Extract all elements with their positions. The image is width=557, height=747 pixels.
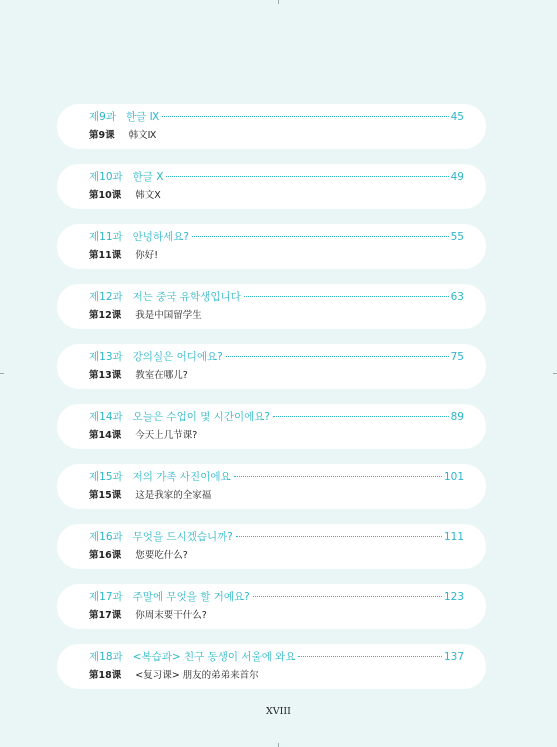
dot-leader [298, 656, 441, 657]
lesson-number-cn: 第15课 [89, 490, 122, 501]
toc-chinese-line [89, 130, 464, 142]
toc-chinese-line [89, 430, 464, 442]
toc-korean-line [89, 290, 464, 304]
lesson-number-cn: 第9课 [89, 130, 115, 141]
lesson-title-ko: 저는 중국 유학생입니다 [132, 291, 241, 303]
lesson-title-cn: 您要吃什么? [135, 550, 188, 561]
crop-mark-bottom [278, 743, 279, 747]
lesson-number-cn: 第13课 [89, 370, 122, 381]
toc-entry-lesson-15[interactable] [57, 464, 486, 509]
toc-chinese-line [89, 490, 464, 502]
lesson-title-ko: 한글 Ⅸ [125, 111, 160, 123]
lesson-number-ko: 제10과 [89, 171, 123, 183]
toc-entry-lesson-18[interactable] [57, 644, 486, 689]
lesson-number-cn: 第12课 [89, 310, 122, 321]
lesson-title-ko: 저의 가족 사진이에요 [132, 471, 231, 483]
toc-chinese-line [89, 610, 464, 622]
dot-leader [253, 596, 442, 597]
page-folio: XVIII [266, 706, 291, 717]
page-number: 75 [450, 351, 464, 363]
lesson-number-ko: 제18과 [89, 651, 123, 663]
toc-entry-lesson-10[interactable] [57, 164, 486, 209]
dot-leader [273, 416, 449, 417]
page-number: 137 [443, 651, 464, 663]
toc-korean-line [89, 410, 464, 424]
lesson-number-cn: 第11课 [89, 250, 122, 261]
table-of-contents [57, 104, 486, 704]
toc-chinese-line [89, 670, 464, 682]
lesson-number-ko: 제13과 [89, 351, 123, 363]
lesson-title-cn: 这是我家的全家福 [135, 490, 212, 501]
lesson-number-cn: 第14课 [89, 430, 122, 441]
lesson-title-ko: 안녕하세요? [132, 231, 189, 243]
lesson-title-cn: 韩文Ⅹ [135, 190, 161, 201]
dot-leader [234, 476, 442, 477]
toc-entry-lesson-17[interactable] [57, 584, 486, 629]
dot-leader [226, 356, 449, 357]
lesson-number-cn: 第18课 [89, 670, 122, 681]
toc-entry-lesson-16[interactable] [57, 524, 486, 569]
toc-chinese-line [89, 190, 464, 202]
page-number: 123 [443, 591, 464, 603]
lesson-number-ko: 제17과 [89, 591, 123, 603]
page-number: 55 [450, 231, 464, 243]
toc-korean-line [89, 470, 464, 484]
dot-leader [236, 536, 442, 537]
toc-entry-lesson-14[interactable] [57, 404, 486, 449]
lesson-number-ko: 제14과 [89, 411, 123, 423]
lesson-title-ko: 주말에 무엇을 할 거예요? [132, 591, 250, 603]
dot-leader [162, 116, 448, 117]
toc-chinese-line [89, 250, 464, 262]
toc-entry-lesson-9[interactable] [57, 104, 486, 149]
toc-korean-line [89, 530, 464, 544]
toc-chinese-line [89, 550, 464, 562]
lesson-title-cn: <复习课> 朋友的弟弟来首尔 [135, 670, 259, 681]
lesson-title-ko: 오늘은 수업이 몇 시간이에요? [132, 411, 270, 423]
lesson-title-cn: 今天上几节课? [135, 430, 198, 441]
dot-leader [192, 236, 449, 237]
lesson-title-ko: 한글 Ⅹ [132, 171, 164, 183]
lesson-title-cn: 我是中国留学生 [135, 310, 202, 321]
page-number: 49 [450, 171, 464, 183]
page-number: 63 [450, 291, 464, 303]
toc-korean-line [89, 650, 464, 664]
lesson-number-cn: 第17课 [89, 610, 122, 621]
lesson-number-ko: 제16과 [89, 531, 123, 543]
lesson-number-ko: 제11과 [89, 231, 123, 243]
toc-korean-line [89, 230, 464, 244]
page-number: 45 [450, 111, 464, 123]
lesson-number-ko: 제12과 [89, 291, 123, 303]
lesson-title-cn: 你周末要干什么? [135, 610, 207, 621]
toc-entry-lesson-11[interactable] [57, 224, 486, 269]
dot-leader [166, 176, 448, 177]
lesson-title-cn: 韩文Ⅸ [128, 130, 157, 141]
toc-chinese-line [89, 310, 464, 322]
lesson-title-cn: 教室在哪儿? [135, 370, 188, 381]
toc-entry-lesson-13[interactable] [57, 344, 486, 389]
lesson-number-ko: 제9과 [89, 111, 116, 123]
toc-korean-line [89, 110, 464, 124]
lesson-title-ko: 강의실은 어디에요? [132, 351, 223, 363]
toc-korean-line [89, 170, 464, 184]
page-number: 101 [443, 471, 464, 483]
lesson-number-ko: 제15과 [89, 471, 123, 483]
page-number: 89 [450, 411, 464, 423]
toc-korean-line [89, 590, 464, 604]
lesson-number-cn: 第16课 [89, 550, 122, 561]
crop-mark-top [278, 0, 279, 4]
crop-mark-left [0, 373, 4, 374]
toc-entry-lesson-12[interactable] [57, 284, 486, 329]
lesson-title-ko: <복습과> 친구 동생이 서울에 와요 [132, 651, 296, 663]
lesson-number-cn: 第10课 [89, 190, 122, 201]
lesson-title-cn: 你好! [135, 250, 159, 261]
lesson-title-ko: 무엇을 드시겠습니까? [132, 531, 233, 543]
crop-mark-right [553, 373, 557, 374]
page-number: 111 [443, 531, 464, 543]
toc-korean-line [89, 350, 464, 364]
dot-leader [244, 296, 449, 297]
toc-chinese-line [89, 370, 464, 382]
